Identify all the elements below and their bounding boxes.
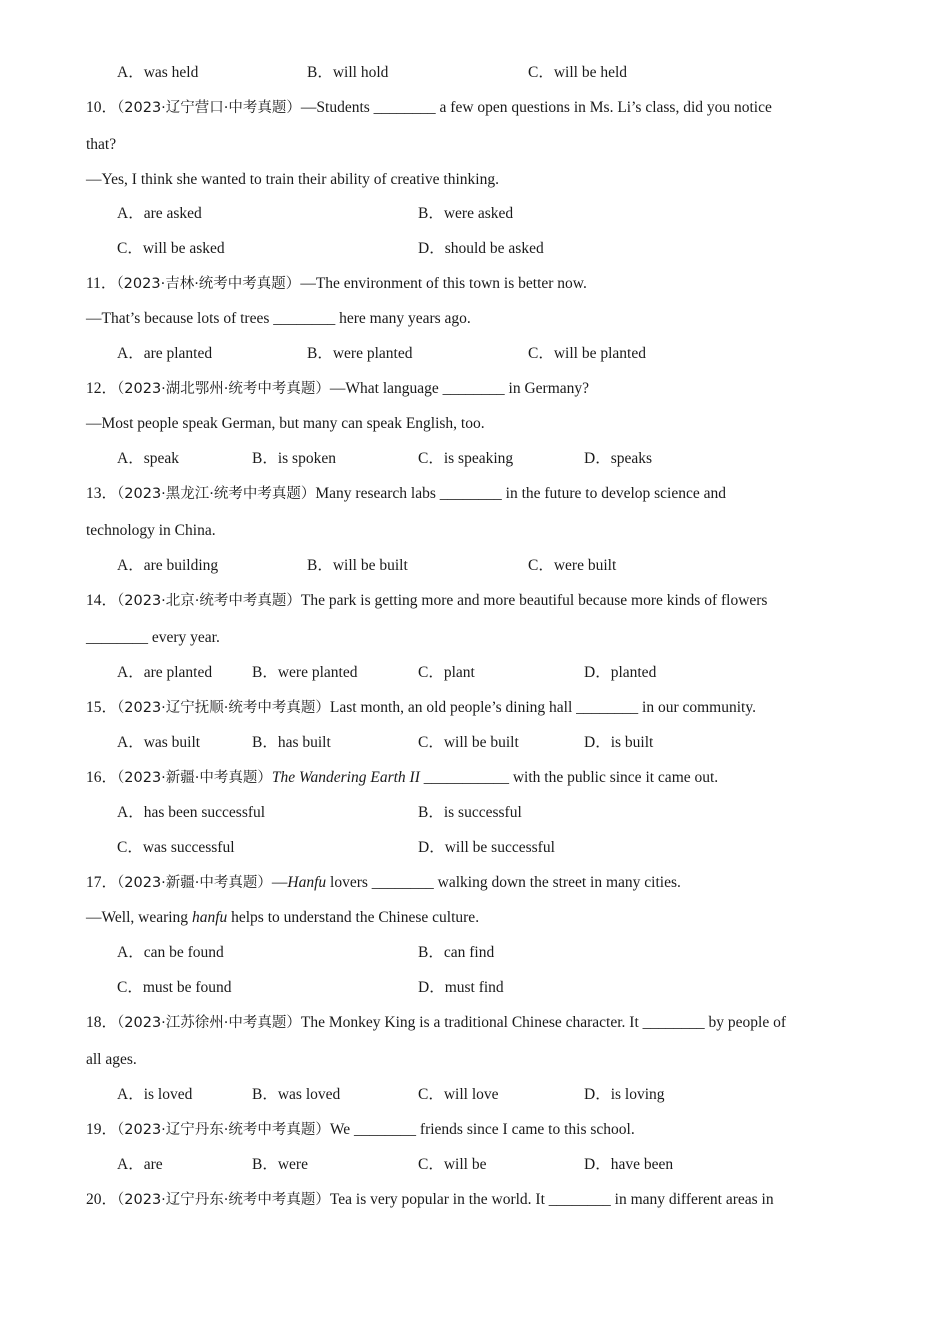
question-text: Many research labs ________ in the future to develop science and	[315, 485, 727, 502]
question-number: 12．	[86, 380, 118, 397]
reply-text-end: helps to understand the Chinese culture.	[227, 909, 480, 926]
option-b: B．were planted	[252, 664, 358, 681]
question-source: （2023·新疆·中考真题）	[117, 770, 272, 786]
option-a: A．has been successful	[117, 804, 266, 821]
option-c: C．plant	[418, 664, 475, 681]
option-c: C．will be asked	[117, 240, 225, 257]
question-stem	[86, 873, 681, 893]
question-source: （2023·黑龙江·统考中考真题）	[117, 486, 316, 502]
option-b: B．is successful	[418, 804, 522, 821]
question-text: lovers ________ walking down the street in many cities.	[326, 874, 681, 891]
question-text: Last month, an old people’s dining hall ________ in our community.	[329, 699, 756, 716]
option-b: B．will hold	[307, 64, 389, 81]
option-c: C．will be	[418, 1156, 487, 1173]
question-stem	[86, 1013, 786, 1033]
question-stem	[86, 591, 767, 611]
option-d: D．planted	[584, 664, 657, 681]
question-text: Tea is very popular in the world. It ________ in many different areas in	[329, 1191, 774, 1208]
hanfu-term: Hanfu	[287, 874, 327, 891]
question-source: （2023·辽宁丹东·统考中考真题）	[117, 1122, 330, 1138]
option-c: C．will love	[418, 1086, 499, 1103]
option-c: C．will be held	[528, 64, 628, 81]
hanfu-term: hanfu	[191, 909, 228, 926]
dialogue-reply: —Yes, I think she wanted to train their ability of creative thinking.	[86, 171, 499, 188]
option-b: B．were asked	[418, 205, 514, 222]
option-a: A．speak	[117, 450, 179, 467]
question-stem	[86, 98, 772, 118]
question-source: （2023·新疆·中考真题）	[117, 875, 272, 891]
film-title: The Wandering Earth II	[271, 769, 420, 786]
question-number: 10．	[86, 99, 118, 116]
question-stem	[86, 698, 756, 718]
dialogue-reply	[86, 908, 479, 928]
option-d: D．have been	[584, 1156, 674, 1173]
option-b: B．is spoken	[252, 450, 336, 467]
question-source: （2023·湖北鄂州·统考中考真题）	[117, 381, 330, 397]
option-c: C．is speaking	[418, 450, 514, 467]
question-text-cont: that?	[86, 136, 117, 153]
option-d: D．is built	[584, 734, 654, 751]
question-source: （2023·江苏徐州·中考真题）	[117, 1015, 301, 1031]
question-number: 16．	[86, 769, 118, 786]
question-text: —The environment of this town is better now.	[300, 275, 587, 292]
option-d: D．is loving	[584, 1086, 665, 1103]
question-text: —What language ________ in Germany?	[329, 380, 590, 397]
question-text-cont: technology in China.	[86, 522, 216, 539]
question-number: 13．	[86, 485, 118, 502]
option-a: A．are	[117, 1156, 163, 1173]
option-c: C．will be built	[418, 734, 519, 751]
question-text: We ________ friends since I came to this school.	[329, 1121, 635, 1138]
question-stem	[86, 768, 718, 788]
question-stem	[86, 1120, 635, 1140]
question-number: 18．	[86, 1014, 118, 1031]
option-a: A．is loved	[117, 1086, 193, 1103]
option-a: A．are planted	[117, 664, 213, 681]
question-number: 19．	[86, 1121, 118, 1138]
question-number: 17．	[86, 874, 118, 891]
question-source: （2023·辽宁抚顺·统考中考真题）	[117, 700, 330, 716]
question-number: 20．	[86, 1191, 118, 1208]
option-a: A．was built	[117, 734, 201, 751]
option-a: A．are asked	[117, 205, 202, 222]
option-a: A．are planted	[117, 345, 213, 362]
question-text-cont: all ages.	[86, 1051, 137, 1068]
question-stem	[86, 274, 587, 294]
option-b: B．was loved	[252, 1086, 341, 1103]
option-b: B．will be built	[307, 557, 408, 574]
option-b: B．were planted	[307, 345, 413, 362]
question-stem	[86, 1190, 774, 1210]
question-number: 15．	[86, 699, 118, 716]
dialogue-reply: —Most people speak German, but many can speak English, too.	[86, 415, 485, 432]
option-c: C．will be planted	[528, 345, 646, 362]
option-c: C．must be found	[117, 979, 232, 996]
option-a: A．are building	[117, 557, 219, 574]
question-text: The park is getting more and more beautiful because more kinds of flowers	[300, 592, 768, 609]
question-source: （2023·辽宁丹东·统考中考真题）	[117, 1192, 330, 1208]
option-d: D．will be successful	[418, 839, 555, 856]
reply-text-start: —Well, wearing	[86, 909, 192, 926]
question-source: （2023·北京·统考中考真题）	[117, 593, 301, 609]
option-b: B．were	[252, 1156, 308, 1173]
option-a: A．was held	[117, 64, 199, 81]
question-text-cont: ________ every year.	[86, 629, 220, 646]
question-source: （2023·辽宁营口·中考真题）	[117, 100, 301, 116]
dialogue-reply: —That’s because lots of trees ________ here many years ago.	[86, 310, 471, 327]
question-number: 14．	[86, 592, 118, 609]
question-text: ___________ with the public since it came out.	[419, 769, 719, 786]
option-d: D．must find	[418, 979, 504, 996]
option-b: B．can find	[418, 944, 495, 961]
question-stem	[86, 379, 589, 399]
question-source: （2023·吉林·统考中考真题）	[116, 276, 301, 292]
question-text: The Monkey King is a traditional Chinese character. It ________ by people of	[300, 1014, 786, 1031]
option-c: C．was successful	[117, 839, 235, 856]
dialogue-dash: —	[271, 874, 288, 891]
option-a: A．can be found	[117, 944, 224, 961]
option-b: B．has built	[252, 734, 331, 751]
question-text: —Students ________ a few open questions in Ms. Li’s class, did you notice	[300, 99, 772, 116]
question-number: 11．	[86, 275, 117, 292]
option-d: D．should be asked	[418, 240, 544, 257]
option-d: D．speaks	[584, 450, 653, 467]
option-c: C．were built	[528, 557, 617, 574]
question-stem	[86, 484, 726, 504]
